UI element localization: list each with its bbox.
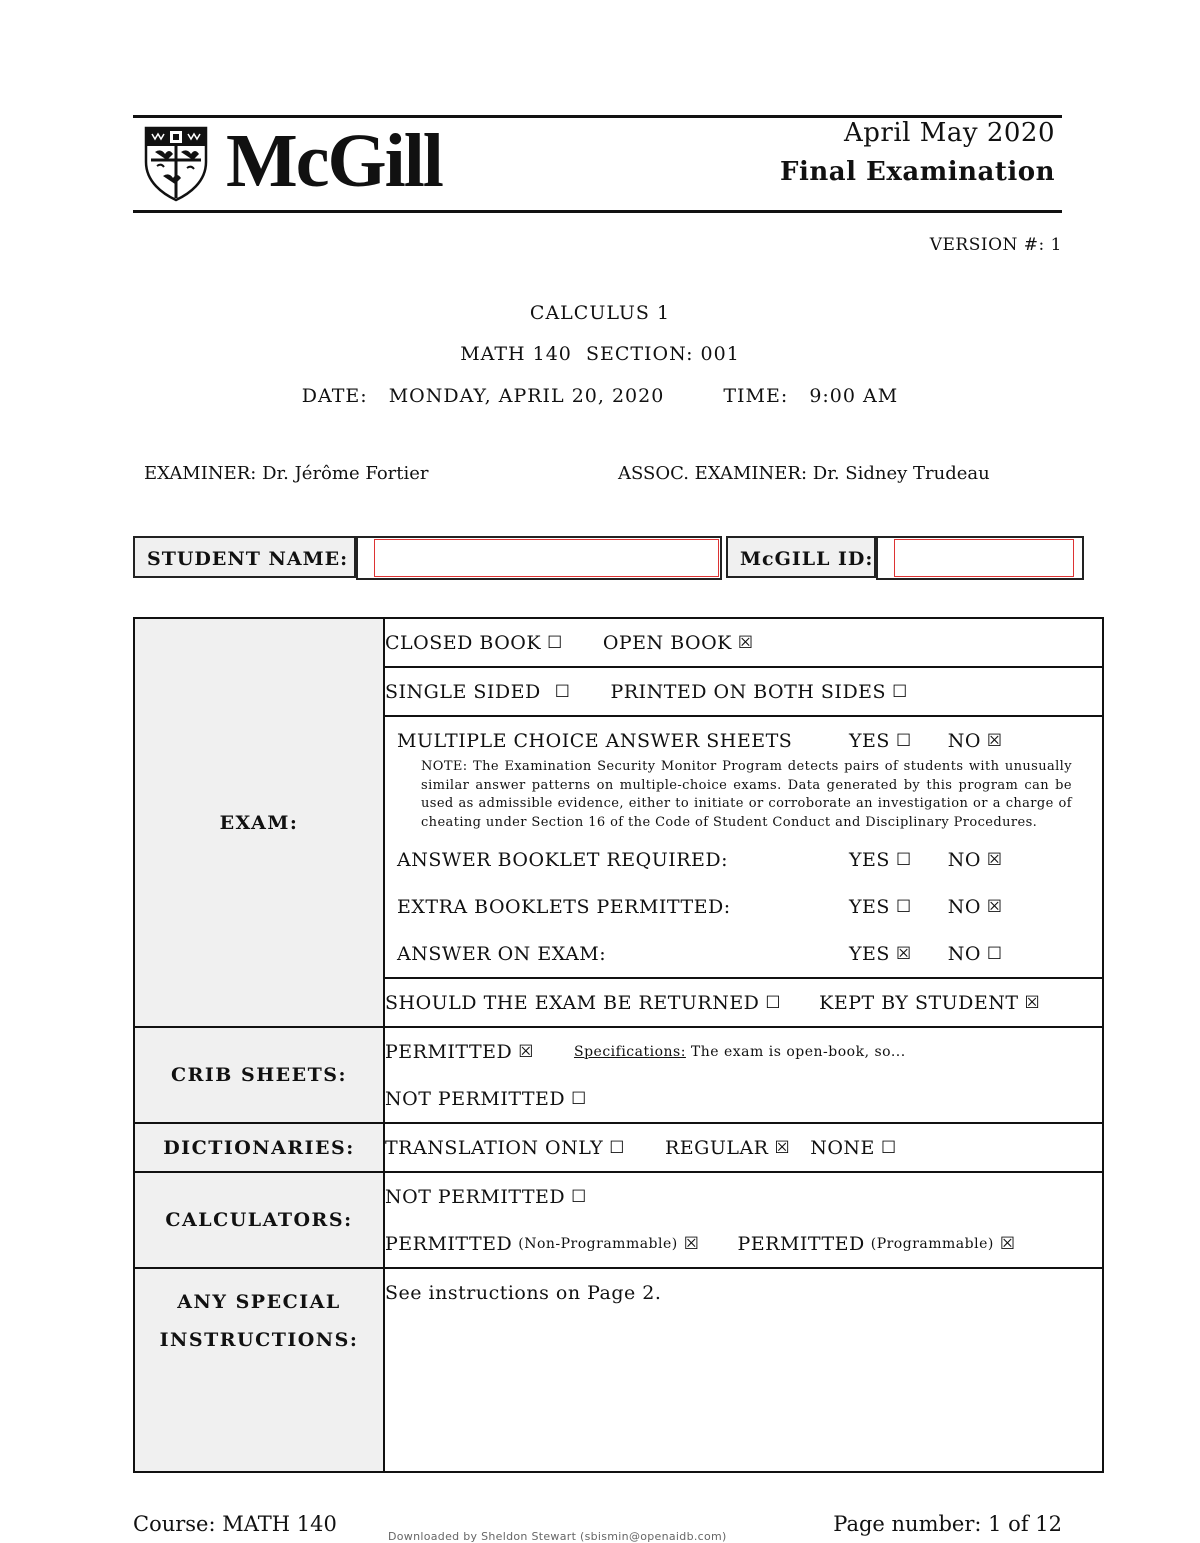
extra-no-checkbox[interactable]: ☒: [986, 896, 1003, 917]
course-code-section: MATH 140 SECTION: 001: [460, 343, 740, 365]
mcgill-id-label: McGILL ID:: [726, 536, 876, 578]
booklet-no-label: NO: [947, 848, 981, 871]
both-sides-checkbox[interactable]: ☐: [892, 681, 908, 702]
examiner: EXAMINER: Dr. Jérôme Fortier: [144, 463, 429, 484]
booklet-no-checkbox[interactable]: ☒: [986, 849, 1003, 870]
calc-row: [384, 1172, 1103, 1268]
calc-prog-checkbox[interactable]: ☒: [999, 1233, 1016, 1254]
booklet-required-label: ANSWER BOOKLET REQUIRED:: [397, 848, 729, 871]
special-instructions-text: See instructions on Page 2.: [385, 1281, 662, 1304]
assoc-examiner: ASSOC. EXAMINER: Dr. Sidney Trudeau: [618, 463, 990, 484]
calc-nonprog-label: PERMITTED: [385, 1232, 513, 1255]
booklet-yes-checkbox[interactable]: ☐: [895, 849, 912, 870]
returned-checkbox[interactable]: ☐: [765, 992, 782, 1013]
extra-yes-checkbox[interactable]: ☐: [895, 896, 912, 917]
answer-options-cell: [384, 716, 1103, 978]
exam-label: EXAM:: [219, 811, 299, 834]
kept-checkbox[interactable]: ☒: [1024, 992, 1041, 1013]
open-book-label: OPEN BOOK: [602, 631, 732, 654]
onexam-yes-label: YES: [849, 942, 890, 965]
special-label-line1: ANY SPECIAL: [177, 1291, 341, 1313]
crib-not-permitted-label: NOT PERMITTED: [385, 1087, 566, 1110]
special-label-line2: INSTRUCTIONS:: [159, 1329, 359, 1351]
book-row: [384, 618, 1103, 667]
single-sided-checkbox[interactable]: ☐: [554, 681, 571, 702]
time-label: TIME:: [723, 385, 789, 407]
none-checkbox[interactable]: ☐: [880, 1137, 897, 1158]
sides-row: [384, 667, 1103, 716]
bottom-rule: [133, 210, 1062, 213]
crib-not-permitted-checkbox[interactable]: ☐: [571, 1088, 587, 1109]
extra-yes-label: YES: [849, 895, 890, 918]
regular-checkbox[interactable]: ☒: [774, 1137, 791, 1158]
calc-prog-qualifier: (Programmable): [870, 1235, 994, 1252]
crib-label: CRIB SHEETS:: [171, 1064, 347, 1086]
onexam-no-checkbox[interactable]: ☐: [986, 943, 1003, 964]
crib-permitted-checkbox[interactable]: ☒: [518, 1041, 534, 1062]
footer-downloaded: Downloaded by Sheldon Stewart (sbismin@openaidb.com): [388, 1530, 727, 1543]
translation-only-label: TRANSLATION ONLY: [385, 1136, 604, 1159]
both-sides-label: PRINTED ON BOTH SIDES: [610, 680, 887, 703]
exam-info-table: [133, 617, 1104, 1473]
crib-label-cell: [134, 1027, 384, 1123]
calc-not-permitted-label: NOT PERMITTED: [385, 1185, 566, 1208]
footer-page-number: Page number: 1 of 12: [833, 1512, 1062, 1536]
return-row: [384, 978, 1103, 1027]
single-sided-label: SINGLE SIDED: [385, 680, 541, 703]
dict-label: DICTIONARIES:: [163, 1136, 355, 1159]
mcgill-id-field[interactable]: [876, 536, 1084, 580]
date-value: MONDAY, APRIL 20, 2020: [388, 385, 665, 407]
calc-nonprog-qualifier: (Non-Programmable): [518, 1235, 678, 1252]
open-book-checkbox[interactable]: ☒: [737, 632, 754, 653]
returned-label: SHOULD THE EXAM BE RETURNED: [385, 991, 760, 1014]
extra-no-label: NO: [947, 895, 981, 918]
mcgill-crest-icon: [143, 124, 209, 202]
time-value: 9:00 AM: [809, 385, 899, 407]
student-name-label: STUDENT NAME:: [133, 536, 356, 578]
calc-label: CALCULATORS:: [165, 1209, 353, 1231]
date-time-line: [0, 385, 1200, 407]
regular-label: REGULAR: [664, 1136, 769, 1159]
calc-nonprog-checkbox[interactable]: ☒: [683, 1233, 700, 1254]
closed-book-checkbox[interactable]: ☐: [547, 632, 563, 653]
mc-no-checkbox[interactable]: ☒: [986, 730, 1003, 751]
translation-only-checkbox[interactable]: ☐: [609, 1137, 625, 1158]
exam-term: April May 2020: [844, 118, 1055, 148]
mc-yes-checkbox[interactable]: ☐: [895, 730, 912, 751]
footer-course: Course: MATH 140: [133, 1512, 337, 1536]
exam-type: Final Examination: [780, 157, 1055, 187]
closed-book-label: CLOSED BOOK: [385, 631, 542, 654]
version-number: VERSION #: 1: [929, 235, 1062, 255]
kept-label: KEPT BY STUDENT: [819, 991, 1019, 1014]
dict-row: [384, 1123, 1103, 1172]
crib-row: [384, 1027, 1103, 1123]
mc-no-label: NO: [947, 729, 981, 752]
course-name: CALCULUS 1: [529, 302, 671, 324]
extra-booklets-label: EXTRA BOOKLETS PERMITTED:: [397, 895, 731, 918]
booklet-yes-label: YES: [849, 848, 890, 871]
crib-permitted-label: PERMITTED: [385, 1040, 513, 1063]
special-label-cell: [134, 1268, 384, 1472]
spec-text: The exam is open-book, so...: [685, 1043, 906, 1060]
spec-label: Specifications:: [573, 1043, 686, 1060]
calc-prog-label: PERMITTED: [737, 1232, 865, 1255]
answer-on-exam-label: ANSWER ON EXAM:: [397, 942, 607, 965]
dict-label-cell: [134, 1123, 384, 1172]
onexam-yes-checkbox[interactable]: ☒: [895, 943, 912, 964]
calc-not-permitted-checkbox[interactable]: ☐: [571, 1186, 587, 1207]
date-label: DATE:: [301, 385, 368, 407]
mc-yes-label: YES: [849, 729, 890, 752]
exam-label-cell: [134, 618, 384, 1027]
student-name-field[interactable]: [356, 536, 722, 580]
special-row: [384, 1268, 1103, 1472]
crib-specifications: [574, 1044, 906, 1060]
none-label: NONE: [810, 1136, 875, 1159]
mc-sheets-label: MULTIPLE CHOICE ANSWER SHEETS: [397, 729, 793, 752]
security-note: NOTE: The Examination Security Monitor Program detects pairs of students with unusually similar answer patterns on multiple-choice exams. Data generated by this program can be used as admissible evidence, either to initiate or corroborate an investigation or a charge of cheating under Section 16 of the Code of Student Conduct and Disciplinary Procedures.: [421, 759, 1072, 830]
mcgill-wordmark: McGill: [226, 119, 442, 203]
calc-label-cell: [134, 1172, 384, 1268]
onexam-no-label: NO: [947, 942, 981, 965]
